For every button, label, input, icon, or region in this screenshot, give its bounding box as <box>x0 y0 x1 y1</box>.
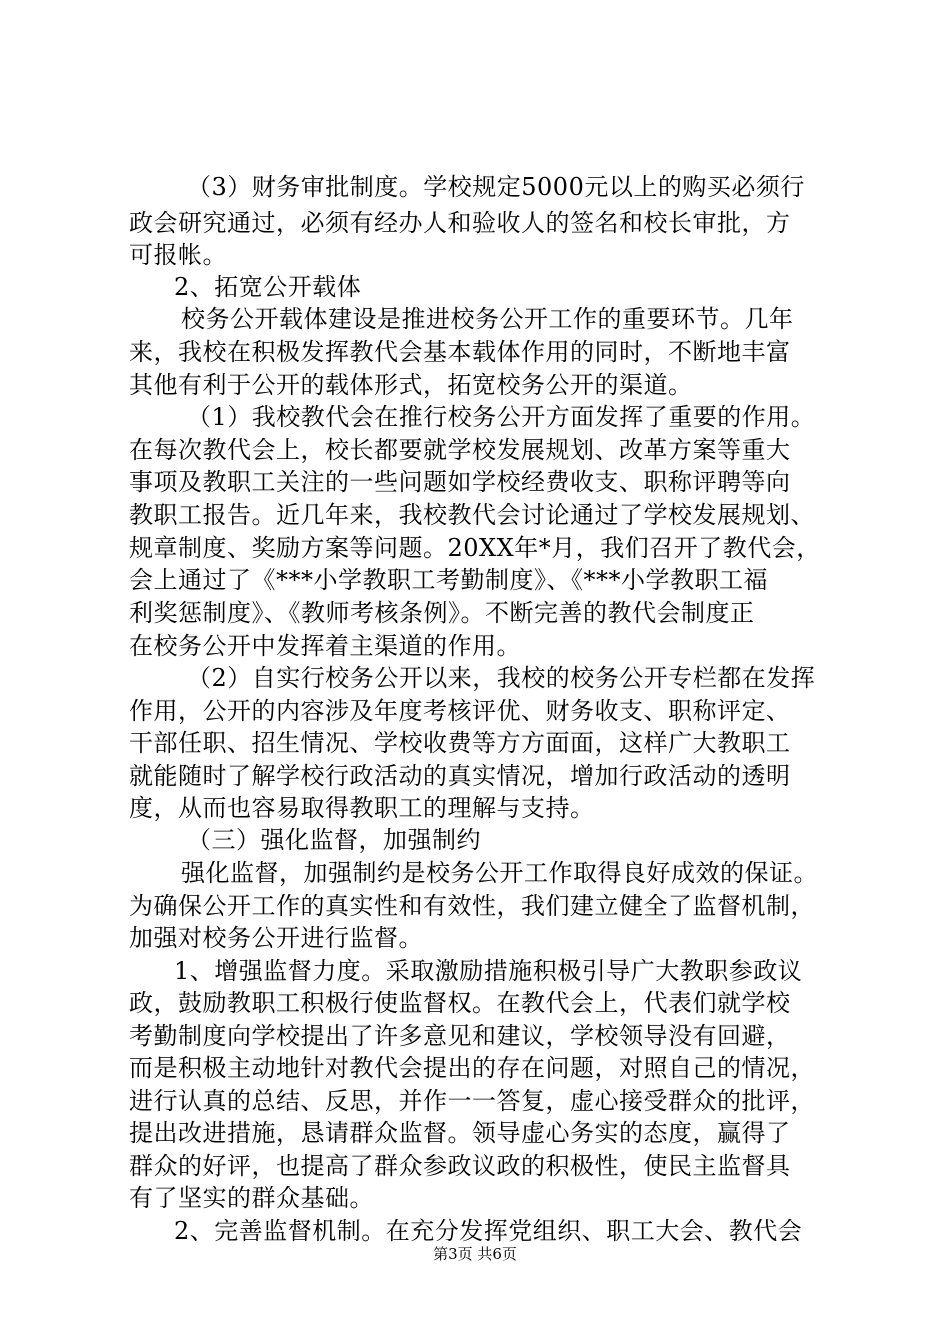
text-line: 强化监督，加强制约是校务公开工作取得良好成效的保证。 <box>181 859 818 887</box>
text-line: 2、拓宽公开载体 <box>174 273 362 301</box>
text-line: 提出改进措施，恳请群众监督。领导虚心务实的态度，赢得了 <box>129 1119 791 1147</box>
text-line: 加强对校务公开进行监督。 <box>129 924 423 952</box>
text-line: 事项及教职工关注的一些问题如学校经费收支、职称评聘等向 <box>129 468 791 496</box>
text-line: 其他有利于公开的载体形式，拓宽校务公开的渠道。 <box>129 371 693 399</box>
text-line: （2）自实行校务公开以来，我校的校务公开专栏都在发挥 <box>187 664 816 692</box>
text-line: 教职工报告。近几年来，我校教代会讨论通过了学校发展规划、 <box>129 501 815 529</box>
text-line: 度，从而也容易取得教职工的理解与支持。 <box>129 794 595 822</box>
text-line: 进行认真的总结、反思，并作一一答复，虚心接受群众的批评， <box>129 1087 815 1115</box>
text-line: （1）我校教代会在推行校务公开方面发挥了重要的作用。 <box>187 403 816 431</box>
text-line: 就能随时了解学校行政活动的真实情况，增加行政活动的透明 <box>129 762 791 790</box>
text-line: 在每次教代会上，校长都要就学校发展规划、改革方案等重大 <box>129 436 791 464</box>
text-line: 在校务公开中发挥着主渠道的作用。 <box>129 632 521 660</box>
text-line: 校务公开载体建设是推进校务公开工作的重要环节。几年 <box>181 305 794 333</box>
text-line: 作用，公开的内容涉及年度考核评优、财务收支、职称评定、 <box>129 697 791 725</box>
text-line: 为确保公开工作的真实性和有效性，我们建立健全了监督机制， <box>129 892 815 920</box>
text-line: 会上通过了《***小学教职工考勤制度》、《***小学教职工福 <box>129 566 768 594</box>
text-line: 干部任职、招生情况、学校收费等方方面面，这样广大教职工 <box>129 729 791 757</box>
text-line: 而是积极主动地针对教代会提出的存在问题，对照自己的情况， <box>129 1054 815 1082</box>
section-heading: （三）强化监督，加强制约 <box>187 826 481 854</box>
text-line: 可报帐。 <box>129 241 227 269</box>
text-line: 有了坚实的群众基础。 <box>129 1184 374 1212</box>
page-number-footer: 第3页 共6页 <box>433 1245 517 1263</box>
text-line: 2、完善监督机制。在充分发挥党组织、职工大会、教代会 <box>174 1217 803 1245</box>
text-line: 群众的好评，也提高了群众参政议政的积极性，使民主监督具 <box>129 1152 791 1180</box>
text-line: 利奖惩制度》、《教师考核条例》。不断完善的教代会制度正 <box>129 599 755 627</box>
text-line: 1、增强监督力度。采取激励措施积极引导广大教职参政议 <box>174 957 803 985</box>
text-line: 政会研究通过，必须有经办人和验收人的签名和校长审批，方 <box>129 209 791 237</box>
text-line: 考勤制度向学校提出了许多意见和建议，学校领导没有回避， <box>129 1022 791 1050</box>
text-line: 规章制度、奖励方案等问题。20XX年*月，我们召开了教代会， <box>129 534 821 562</box>
text-line: 来，我校在积极发挥教代会基本载体作用的同时，不断地丰富 <box>129 338 791 366</box>
text-line: （3）财务审批制度。学校规定5000元以上的购买必须行 <box>187 173 805 201</box>
text-line: 政，鼓励教职工积极行使监督权。在教代会上，代表们就学校 <box>129 989 791 1017</box>
